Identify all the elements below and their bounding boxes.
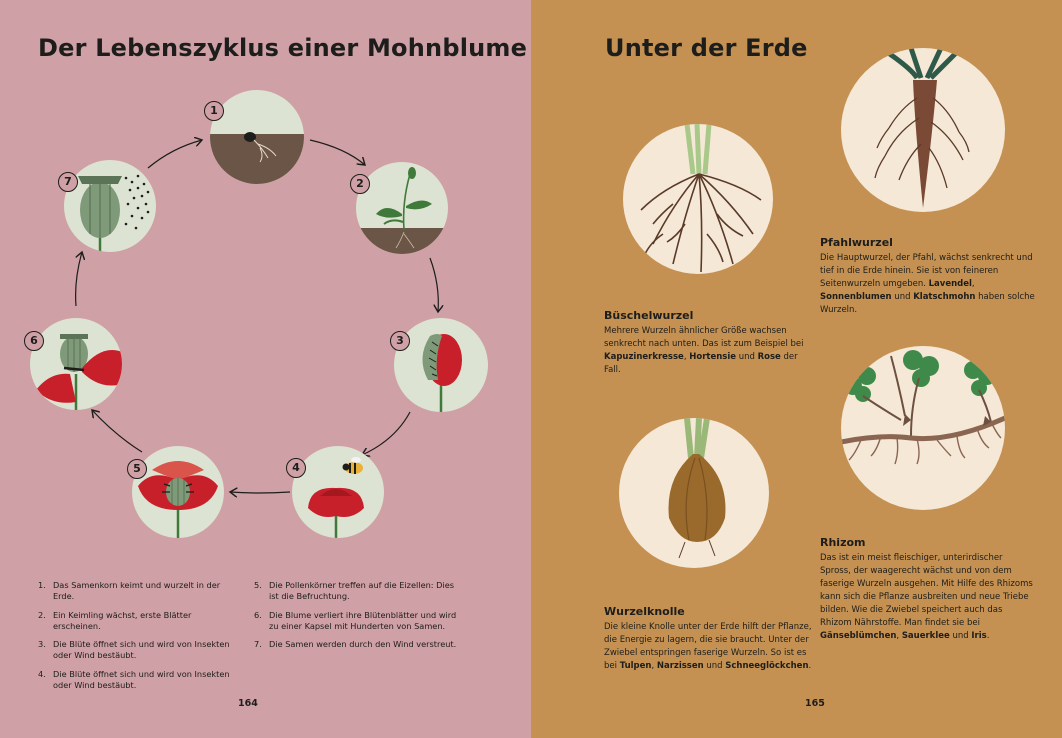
poppy-bud-icon (394, 318, 488, 412)
stage-2-seedling (356, 162, 448, 254)
step-number-5: 5 (127, 459, 147, 479)
step-item (38, 669, 238, 692)
plant-name: Lavendel (928, 279, 972, 289)
step-number-1: 1 (204, 101, 224, 121)
rhizome-icon (841, 346, 1005, 510)
step-item (254, 610, 464, 633)
text-run: und (703, 661, 726, 671)
text-run: der Fall. (604, 352, 798, 375)
plant-name: Gänseblümchen (820, 631, 897, 641)
page-title-left: Der Lebenszyklus einer Mohnblume (38, 34, 528, 62)
stage-7-seed-dispersal (64, 160, 156, 252)
text-run: haben solche Wurzeln. (820, 292, 1035, 315)
text-run: , (896, 631, 902, 641)
rhizome-illustration (841, 346, 1005, 510)
step-text: Die Samen werden durch den Wind verstreut. (269, 639, 457, 650)
cycle-arrows (0, 0, 531, 560)
fibrous-root-illustration (623, 124, 773, 274)
heading-pfahlwurzel: Pfahlwurzel (820, 236, 893, 249)
step-label: 2. (38, 609, 46, 620)
text-run: , (683, 352, 690, 362)
plant-name: Rose (757, 352, 781, 362)
text-run: und (949, 631, 972, 641)
plant-name: Sonnenblumen (820, 292, 892, 302)
capsule-petals-icon (30, 318, 122, 410)
steps-list-left (38, 580, 238, 698)
step-label: 6. (254, 609, 262, 620)
step-text: Die Blüte öffnet sich und wird von Insekten oder Wind bestäubt. (53, 639, 230, 661)
step-label: 4. (38, 668, 46, 679)
page-number-left: 164 (238, 698, 258, 709)
step-text: Die Blume verliert ihre Blütenblätter und wird zu einer Kapsel mit Hunderten von Samen. (269, 609, 457, 631)
text-run: . (808, 661, 812, 671)
taproot-illustration (841, 48, 1005, 212)
poppy-flower-icon (292, 446, 384, 538)
heading-wurzelknolle: Wurzelknolle (604, 605, 685, 618)
step-text: Die Blüte öffnet sich und wird von Insekten oder Wind bestäubt. (53, 668, 230, 691)
step-number-7: 7 (58, 172, 78, 192)
step-number-3: 3 (390, 331, 410, 351)
page-title-right: Unter der Erde (605, 34, 808, 62)
step-item (38, 639, 238, 662)
step-item (38, 610, 238, 633)
text-run: , (971, 279, 975, 289)
text-run: Die Hauptwurzel, der Pfahl, wächst senkrecht und tief in die Erde hinein. Sie ist von feineren Seitenwurzeln umgeben. (820, 253, 1033, 289)
bulb-illustration (619, 418, 769, 568)
step-text: Das Samenkorn keimt und wurzelt in der Erde. (53, 580, 221, 602)
step-number-6: 6 (24, 331, 44, 351)
step-text: Die Pollenkörner treffen auf die Eizellen: Dies ist die Befruchtung. (269, 580, 455, 602)
text-rhizom (820, 552, 1035, 643)
poppy-open-icon (132, 446, 224, 538)
plant-name: Kapuzinerkresse (604, 352, 684, 362)
stage-3-bud (394, 318, 488, 412)
heading-rhizom: Rhizom (820, 536, 866, 549)
plant-name: Schneeglöckchen (725, 661, 809, 671)
step-item (254, 639, 464, 650)
taproot-icon (841, 48, 1005, 212)
text-wurzelknolle (604, 621, 814, 673)
step-label: 1. (38, 580, 46, 590)
seed-icon (210, 90, 304, 184)
bee-icon (343, 457, 364, 474)
plant-name: Klatschmohn (913, 292, 976, 302)
plant-name: Iris (971, 631, 987, 641)
plant-name: Sauerklee (901, 631, 950, 641)
step-label: 5. (254, 580, 262, 590)
text-run: . (986, 631, 990, 641)
step-label: 3. (38, 639, 46, 650)
right-page (531, 0, 1062, 738)
step-item (38, 580, 238, 603)
stage-6-petals-falling (30, 318, 122, 410)
steps-list-right (254, 580, 464, 657)
text-run: und (891, 292, 914, 302)
step-number-4: 4 (286, 458, 306, 478)
plant-name: Narzissen (656, 661, 704, 671)
bulb-icon (619, 418, 769, 568)
text-run: Die kleine Knolle unter der Erde hilft der Pflanze, die Energie zu lagern, die sie braucht. Unter der Zwiebel entspringen faserige Wurzeln. So ist es bei (604, 622, 812, 671)
step-label: 7. (254, 639, 262, 650)
plant-name: Tulpen (619, 661, 652, 671)
stage-4-flower-bee (292, 446, 384, 538)
plant-name: Hortensie (689, 352, 736, 362)
step-number-2: 2 (350, 174, 370, 194)
text-run: Mehrere Wurzeln ähnlicher Größe wachsen senkrecht nach unten. Das ist zum Beispiel bei (604, 326, 804, 349)
text-pfahlwurzel (820, 252, 1035, 317)
page-number-right: 165 (805, 698, 825, 709)
stage-1-seed (210, 90, 304, 184)
step-text: Ein Keimling wächst, erste Blätter erscheinen. (53, 609, 192, 631)
text-run: Das ist ein meist fleischiger, unterirdischer Spross, der waagerecht wächst und von dem faserige Wurzeln ausgehen. Mit Hilfe des Rhizoms kann sich die Pflanze ausbreiten und neue Triebe bilden. Wie die Zwiebel speichert auch das Rhizom Nährstoffe. Man findet sie bei (820, 553, 1033, 628)
roots-icon (623, 124, 773, 274)
text-run: und (736, 352, 758, 362)
text-run: , (651, 661, 657, 671)
text-bueschelwurzel (604, 325, 814, 377)
stage-5-pollination (132, 446, 224, 538)
seedling-icon (356, 162, 448, 254)
heading-bueschelwurzel: Büschelwurzel (604, 309, 694, 322)
seed-capsule-icon (64, 160, 156, 252)
step-item (254, 580, 464, 603)
